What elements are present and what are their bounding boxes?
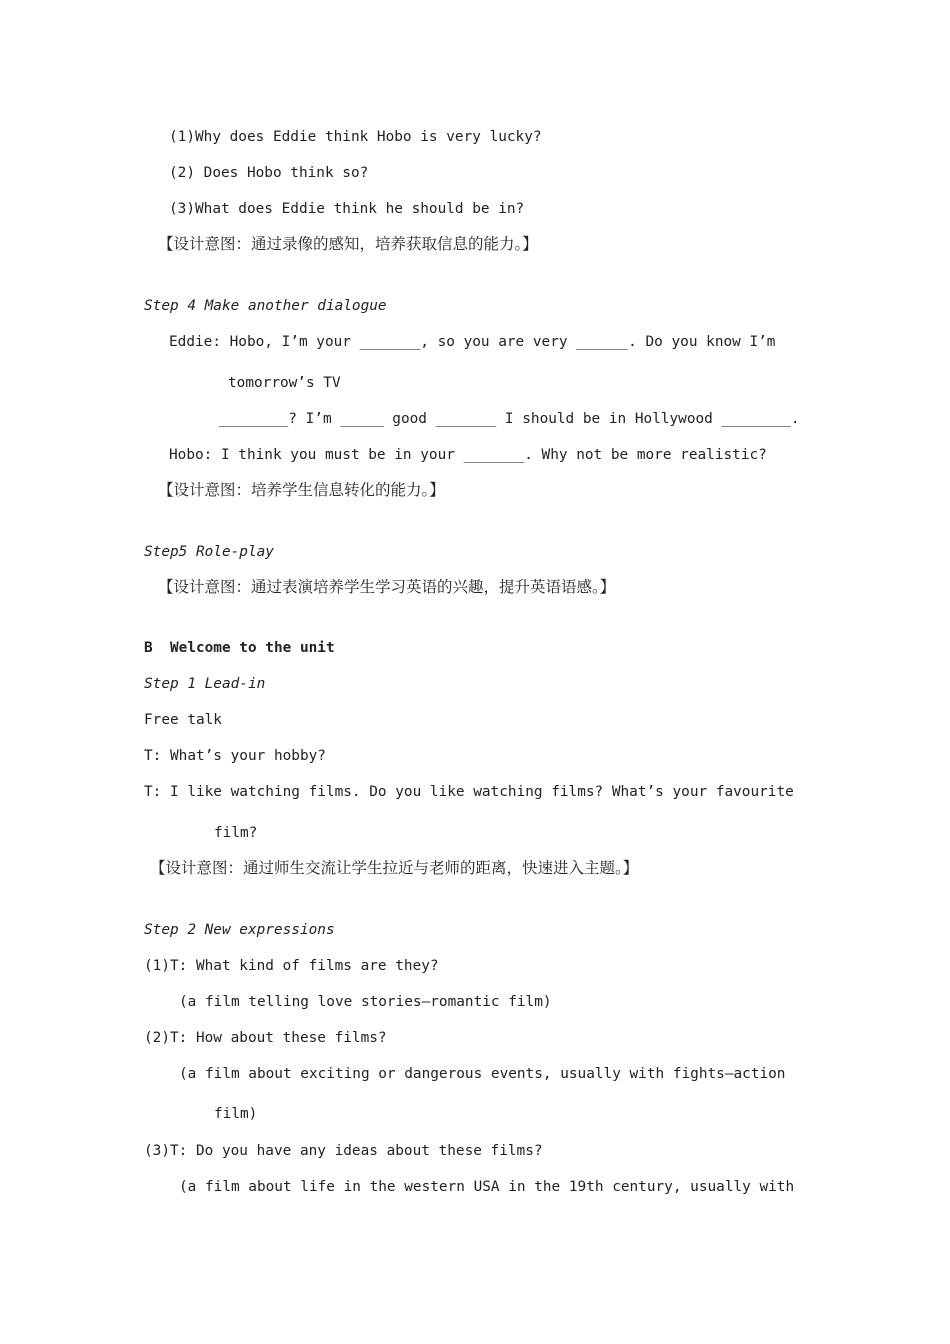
expression-1-answer: (a film telling love stories—romantic film) xyxy=(179,994,552,1010)
design-intent-3: 【设计意图：通过表演培养学生学习英语的兴趣，提升英语语感。】 xyxy=(158,578,616,596)
design-intent-1: 【设计意图：通过录像的感知，培养获取信息的能力。】 xyxy=(158,235,538,253)
eddie-line-2: tomorrow’s TV xyxy=(228,375,341,391)
step1-heading: Step 1 Lead-in xyxy=(144,676,266,692)
free-talk-label: Free talk xyxy=(144,712,222,728)
question-3: (3)What does Eddie think he should be in? xyxy=(169,201,525,217)
design-intent-4: 【设计意图：通过师生交流让学生拉近与老师的距离，快速进入主题。】 xyxy=(150,859,639,877)
expression-1-question: (1)T: What kind of films are they? xyxy=(144,958,439,974)
step5-heading: Step5 Role-play xyxy=(144,544,274,560)
expression-2-answer: (a film about exciting or dangerous events, usually with fights—action xyxy=(179,1066,786,1082)
teacher-line-2-cont: film? xyxy=(214,825,258,841)
expression-2-question: (2)T: How about these films? xyxy=(144,1030,387,1046)
expression-3-question: (3)T: Do you have any ideas about these films? xyxy=(144,1143,543,1159)
section-b-title: B Welcome to the unit xyxy=(144,640,335,656)
step2-heading: Step 2 New expressions xyxy=(144,922,335,938)
eddie-line-1: Eddie: Hobo, I’m your _______, so you are very ______. Do you know I’m xyxy=(169,334,776,350)
hobo-line: Hobo: I think you must be in your _______. Why not be more realistic? xyxy=(169,447,767,463)
teacher-line-2: T: I like watching films. Do you like watching films? What’s your favourite xyxy=(144,784,794,800)
expression-3-answer: (a film about life in the western USA in the 19th century, usually with xyxy=(179,1179,795,1195)
expression-2-answer-cont: film) xyxy=(214,1106,258,1122)
eddie-line-3: ________? I’m _____ good _______ I should be in Hollywood ________. xyxy=(219,411,800,427)
teacher-line-1: T: What’s your hobby? xyxy=(144,748,326,764)
question-2: (2) Does Hobo think so? xyxy=(169,165,369,181)
design-intent-2: 【设计意图：培养学生信息转化的能力。】 xyxy=(158,481,445,499)
question-1: (1)Why does Eddie think Hobo is very lucky? xyxy=(169,129,542,145)
step4-heading: Step 4 Make another dialogue xyxy=(144,298,387,314)
